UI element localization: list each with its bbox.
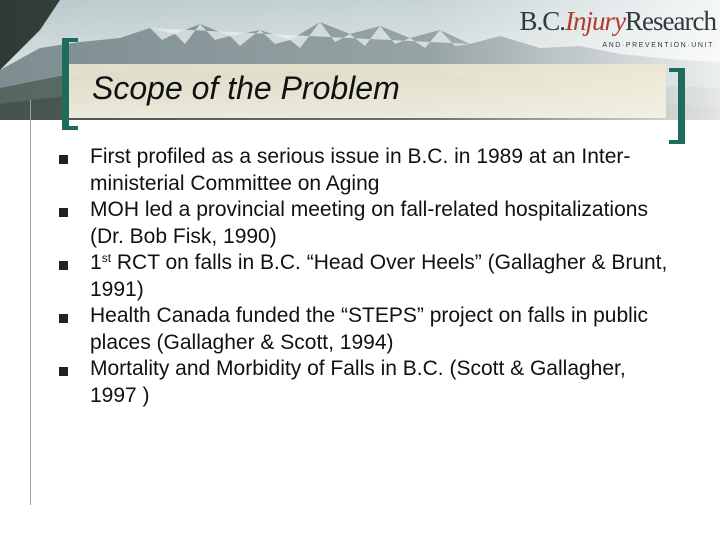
square-bullet-icon	[59, 155, 68, 164]
logo-subtitle: AND·PREVENTION·UNIT	[602, 42, 714, 49]
bullet-item	[58, 197, 678, 250]
square-bullet-icon	[59, 367, 68, 376]
slide-title: Scope of the Problem	[92, 70, 400, 106]
bullet-text: RCT on falls in B.C. “Head Over Heels” (Gallagher & Brunt, 1991)	[90, 251, 668, 301]
bullet-text: Mortality and Morbidity of Falls in B.C. (Scott & Gallagher, 1997 )	[90, 357, 626, 407]
bullet-text: MOH led a provincial meeting on fall-related hospitalizations (Dr. Bob Fisk, 1990)	[90, 198, 648, 248]
bullet-item	[58, 356, 678, 409]
bullet-text-superscript: st	[101, 251, 112, 265]
left-bracket-top	[62, 38, 78, 42]
bullet-item	[58, 250, 678, 303]
bullet-item	[58, 144, 678, 197]
bullet-text-prefix: 1	[90, 251, 102, 274]
left-bracket-vertical	[62, 38, 69, 130]
left-bracket-bottom	[62, 126, 78, 130]
square-bullet-icon	[59, 314, 68, 323]
bc-injury-research-logo	[519, 6, 716, 50]
left-vertical-rule	[30, 100, 31, 505]
right-bracket-top	[669, 68, 685, 72]
square-bullet-icon	[59, 208, 68, 217]
right-bracket-vertical	[678, 68, 685, 144]
bullet-item	[58, 303, 678, 356]
logo-wordmark: B.C.InjuryResearch	[519, 6, 716, 36]
bullet-list	[58, 144, 678, 409]
bullet-text: Health Canada funded the “STEPS” project on falls in public places (Gallagher & Scott, 1994)	[90, 304, 648, 354]
bullet-text: First profiled as a serious issue in B.C. in 1989 at an Inter-ministerial Committee on Aging	[90, 145, 631, 195]
square-bullet-icon	[59, 261, 68, 270]
